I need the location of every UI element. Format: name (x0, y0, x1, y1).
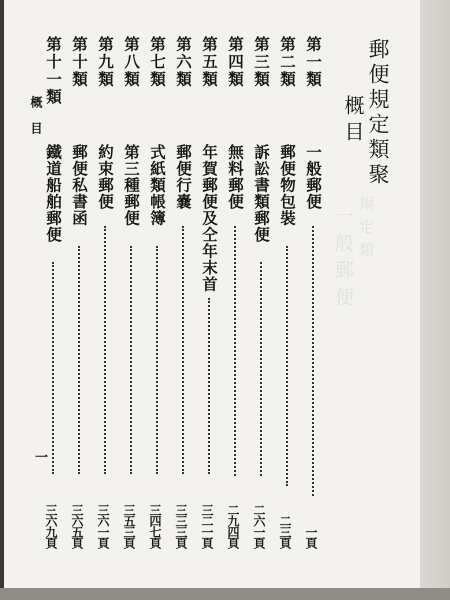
toc-entry (276, 36, 298, 548)
page-number: 一頁 (304, 526, 318, 548)
page-number: 三六五頁 (70, 504, 84, 548)
category-number: 第五類 (200, 36, 219, 89)
category-title: 一般郵便 (304, 144, 323, 210)
toc-entry (120, 36, 142, 548)
toc-entry (198, 36, 220, 548)
page-number: 三六一頁 (96, 504, 110, 548)
bleed-through-text: 規定類 (357, 196, 375, 265)
dot-leader (312, 226, 314, 496)
category-number: 第二類 (278, 36, 297, 89)
toc-entry (172, 36, 194, 548)
page-number: 三五三頁 (122, 504, 136, 548)
category-title: 無料郵便 (226, 144, 245, 210)
dot-leader (130, 246, 132, 474)
dot-leader (52, 262, 54, 474)
next-page-edge (420, 0, 450, 600)
dot-leader (234, 226, 236, 476)
table-surface (0, 588, 450, 600)
page-number: 三四七頁 (148, 504, 162, 548)
page-number: 三三三頁 (174, 504, 188, 548)
category-number: 第三類 (252, 36, 271, 89)
page-number: 三六九頁 (44, 504, 58, 548)
folio-number: 一 (32, 450, 47, 463)
toc-entry (224, 36, 246, 548)
page-number: 二六一頁 (252, 504, 266, 548)
category-title: 第三種郵便 (122, 144, 141, 227)
category-number: 第十類 (70, 36, 89, 89)
category-number: 第四類 (226, 36, 245, 89)
category-number: 第八類 (122, 36, 141, 89)
page-number: 三二一頁 (200, 504, 214, 548)
category-title: 鐵道船舶郵便 (44, 144, 63, 243)
category-number: 第十一類 (44, 36, 63, 106)
dot-leader (286, 246, 288, 486)
running-head: 概目 (29, 96, 43, 148)
toc-entry (146, 36, 168, 548)
book-title: 郵便規定類聚 (366, 38, 390, 188)
dot-leader (208, 298, 210, 474)
section-title: 概目 (341, 95, 365, 147)
book-page (4, 0, 422, 590)
category-title: 約束郵便 (96, 144, 115, 210)
toc-entry (250, 36, 272, 548)
category-number: 第七類 (148, 36, 167, 89)
dot-leader (156, 246, 158, 474)
page-number: 二九四頁 (226, 504, 240, 548)
bleed-through-text: 一般郵便 (332, 206, 354, 314)
toc-entry (302, 36, 324, 548)
dot-leader (78, 246, 80, 474)
category-title: 年賀郵便及仝年末首 (200, 144, 219, 293)
category-title: 郵便行嚢 (174, 144, 193, 210)
page-number: 二三頁 (278, 515, 292, 548)
toc-entry (42, 36, 64, 548)
category-number: 第六類 (174, 36, 193, 89)
category-title: 式紙類帳簿 (148, 144, 167, 227)
toc-entry (94, 36, 116, 548)
category-title: 訴訟書類郵便 (252, 144, 271, 243)
category-title: 郵便物包裝 (278, 144, 297, 227)
category-title: 郵便私書函 (70, 144, 89, 227)
toc-entry (68, 36, 90, 548)
dot-leader (104, 226, 106, 474)
category-number: 第九類 (96, 36, 115, 89)
dot-leader (260, 262, 262, 476)
category-number: 第一類 (304, 36, 323, 89)
dot-leader (182, 226, 184, 474)
